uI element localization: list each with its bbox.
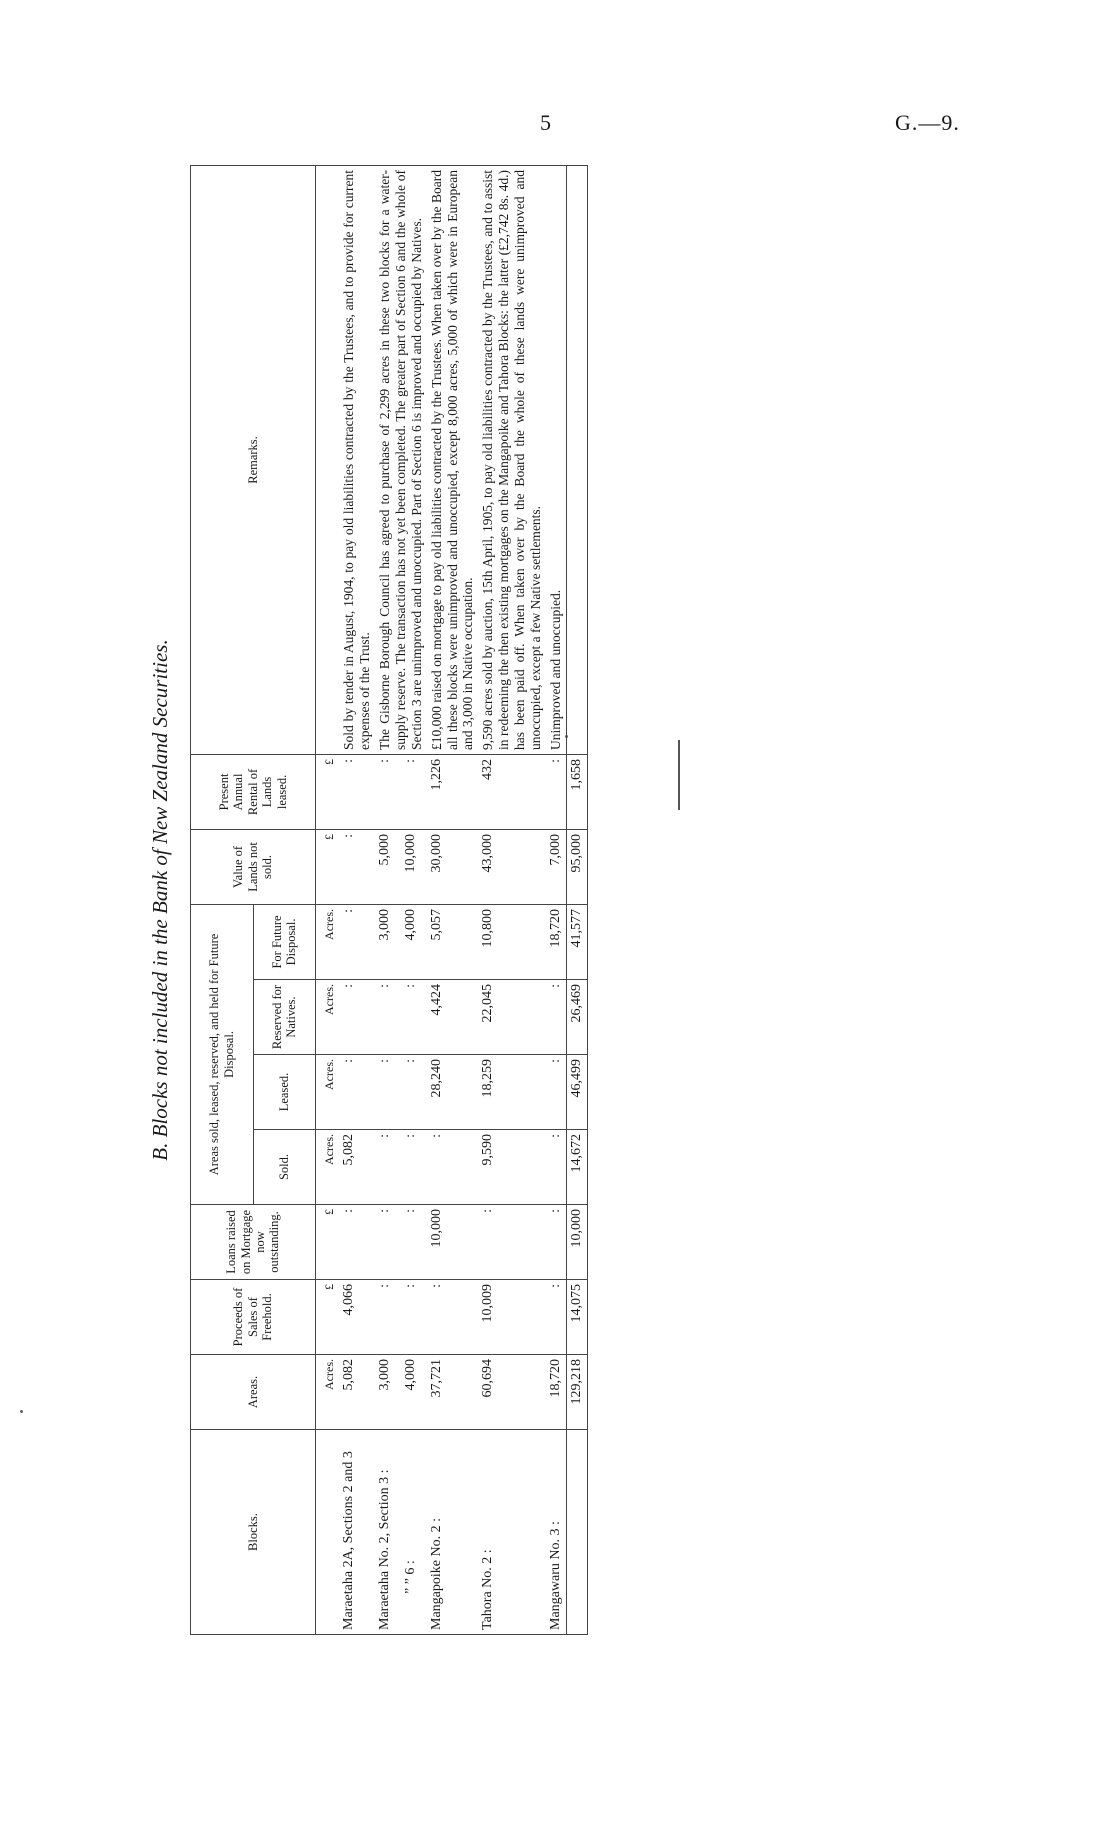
cell-loans: : [478, 1205, 546, 1280]
cell-leased: 28,240 [427, 1055, 479, 1130]
cell-area: 4,000 [401, 1355, 427, 1430]
unit-acres: Acres. [316, 904, 340, 979]
cell-rental: : [546, 754, 567, 829]
cell-future: 5,057 [427, 904, 479, 979]
col-group-disposal: Areas sold, leased, reserved, and held for Future Disposal. [191, 904, 254, 1204]
unit-pound: £ [316, 829, 340, 904]
cell-area: 37,721 [427, 1355, 479, 1430]
cell-loans: : [375, 1205, 401, 1280]
cell-area: 60,694 [478, 1355, 546, 1430]
cell-reserved: : [375, 980, 401, 1055]
cell-area: 18,720 [546, 1355, 567, 1430]
total-proceeds: 14,075 [567, 1280, 588, 1355]
cell-future: 18,720 [546, 904, 567, 979]
total-future: 41,577 [567, 904, 588, 979]
cell-sold: : [427, 1130, 479, 1205]
col-leased: Leased. [253, 1055, 316, 1130]
total-rental: 1,658 [567, 754, 588, 829]
table-row [375, 166, 401, 1635]
unit-pound: £ [316, 1205, 340, 1280]
document-code: G.—9. [895, 110, 960, 135]
unit-acres: Acres. [316, 1355, 340, 1430]
cell-rental: 432 [478, 754, 546, 829]
table-row [478, 166, 546, 1635]
rotated-table-block [140, 165, 605, 1635]
units-row [316, 166, 340, 1635]
cell-value: 10,000 [401, 829, 427, 904]
cell-reserved: 4,424 [427, 980, 479, 1055]
cell-reserved: : [339, 980, 375, 1055]
cell-sold: 9,590 [478, 1130, 546, 1205]
cell-rental: : [375, 754, 401, 829]
cell-rental: : [401, 754, 427, 829]
table-row [339, 166, 375, 1635]
cell-proceeds: : [375, 1280, 401, 1355]
col-value: Value of Lands not sold. [191, 829, 316, 904]
cell-block: Maraetaha No. 2, Section 3 : [375, 1430, 401, 1635]
cell-leased: : [339, 1055, 375, 1130]
cell-proceeds: : [546, 1280, 567, 1355]
cell-block: Mangawaru No. 3 : [546, 1430, 567, 1635]
cell-rental: : [339, 754, 375, 829]
cell-loans: : [339, 1205, 375, 1280]
cell-value: 30,000 [427, 829, 479, 904]
cell-area: 3,000 [375, 1355, 401, 1430]
cell-remarks: Sold by tender in August, 1904, to pay old liabilities contracted by the Trustees, and to provide for current expenses of the Trust. [339, 166, 375, 755]
cell-proceeds: : [427, 1280, 479, 1355]
cell-loans: : [401, 1205, 427, 1280]
table-row [546, 166, 567, 1635]
cell-proceeds: 4,066 [339, 1280, 375, 1355]
totals-row [567, 166, 588, 1635]
cell-future: 4,000 [401, 904, 427, 979]
unit-acres: Acres. [316, 1130, 340, 1205]
cell-reserved: : [546, 980, 567, 1055]
total-leased: 46,499 [567, 1055, 588, 1130]
table-row [427, 166, 479, 1635]
margin-mark [678, 740, 680, 810]
cell-block: ” ” 6 : [401, 1430, 427, 1635]
total-sold: 14,672 [567, 1130, 588, 1205]
col-proceeds: Proceeds of Sales of Freehold. [191, 1280, 316, 1355]
cell-sold: : [546, 1130, 567, 1205]
cell-block: Tahora No. 2 : [478, 1430, 546, 1635]
col-rental: Present Annual Rental of Lands leased. [191, 754, 316, 829]
cell-value: 7,000 [546, 829, 567, 904]
cell-sold: : [375, 1130, 401, 1205]
col-areas: Areas. [191, 1355, 316, 1430]
page-number: 5 [540, 110, 551, 135]
table-caption: B. Blocks not included in the Bank of New Zealand Securities. [148, 639, 172, 1161]
speck [20, 1410, 23, 1413]
total-value: 95,000 [567, 829, 588, 904]
cell-future: 3,000 [375, 904, 401, 979]
cell-area: 5,082 [339, 1355, 375, 1430]
unit-acres: Acres. [316, 980, 340, 1055]
col-sold: Sold. [253, 1130, 316, 1205]
cell-sold: : [401, 1130, 427, 1205]
cell-reserved: : [401, 980, 427, 1055]
cell-proceeds: : [401, 1280, 427, 1355]
blocks-table [190, 165, 588, 1635]
cell-value: 43,000 [478, 829, 546, 904]
col-blocks: Blocks. [191, 1430, 316, 1635]
cell-leased: : [546, 1055, 567, 1130]
cell-remarks: 9,590 acres sold by auction, 15th April, 1905, to pay old liabilities contracted by the Trustees, and to assist in redeeming the then existing mortgages on the Mangapoike and Tahora Blocks: the latter (£2,742 8s. 4d.) has been paid off. When taken over by the Board the whole of these lands were unimproved and unoccupied, except a few Native settlements. [478, 166, 546, 755]
cell-leased: : [401, 1055, 427, 1130]
cell-leased: 18,259 [478, 1055, 546, 1130]
cell-proceeds: 10,009 [478, 1280, 546, 1355]
total-loans: 10,000 [567, 1205, 588, 1280]
cell-sold: 5,082 [339, 1130, 375, 1205]
table-body [316, 166, 588, 1635]
total-area: 129,218 [567, 1355, 588, 1430]
cell-remarks: The Gisborne Borough Council has agreed to purchase of 2,299 acres in these two blocks for a water-supply reserve. The transaction has not yet been completed. The greater part of Section 6 and the whole of Section 3 are unimproved and unoccupied. Part of Section 6 is improved and occupied by Natives. [375, 166, 427, 755]
total-reserved: 26,469 [567, 980, 588, 1055]
cell-rental: 1,226 [427, 754, 479, 829]
col-remarks: Remarks. [191, 166, 316, 755]
cell-value: : [339, 829, 375, 904]
col-reserved: Reserved for Natives. [253, 980, 316, 1055]
cell-loans: 10,000 [427, 1205, 479, 1280]
unit-pound: £ [316, 1280, 340, 1355]
cell-future: : [339, 904, 375, 979]
cell-future: 10,800 [478, 904, 546, 979]
cell-loans: : [546, 1205, 567, 1280]
cell-block: Mangapoike No. 2 : [427, 1430, 479, 1635]
cell-value: 5,000 [375, 829, 401, 904]
cell-remarks: Unimproved and unoccupied. [546, 166, 567, 755]
col-future: For Future Disposal. [253, 904, 316, 979]
unit-pound: £ [316, 754, 340, 829]
unit-acres: Acres. [316, 1055, 340, 1130]
cell-remarks: £10,000 raised on mortgage to pay old liabilities contracted by the Trustees. When taken over by the Board all these blocks were unimproved and unoccupied, except 8,000 acres, 5,000 of which were in European and 3,000 in Native occupation. [427, 166, 479, 755]
cell-reserved: 22,045 [478, 980, 546, 1055]
col-loans: Loans raised on Mortgage now outstanding. [191, 1205, 316, 1280]
cell-leased: : [375, 1055, 401, 1130]
cell-block: Maraetaha 2A, Sections 2 and 3 [339, 1430, 375, 1635]
